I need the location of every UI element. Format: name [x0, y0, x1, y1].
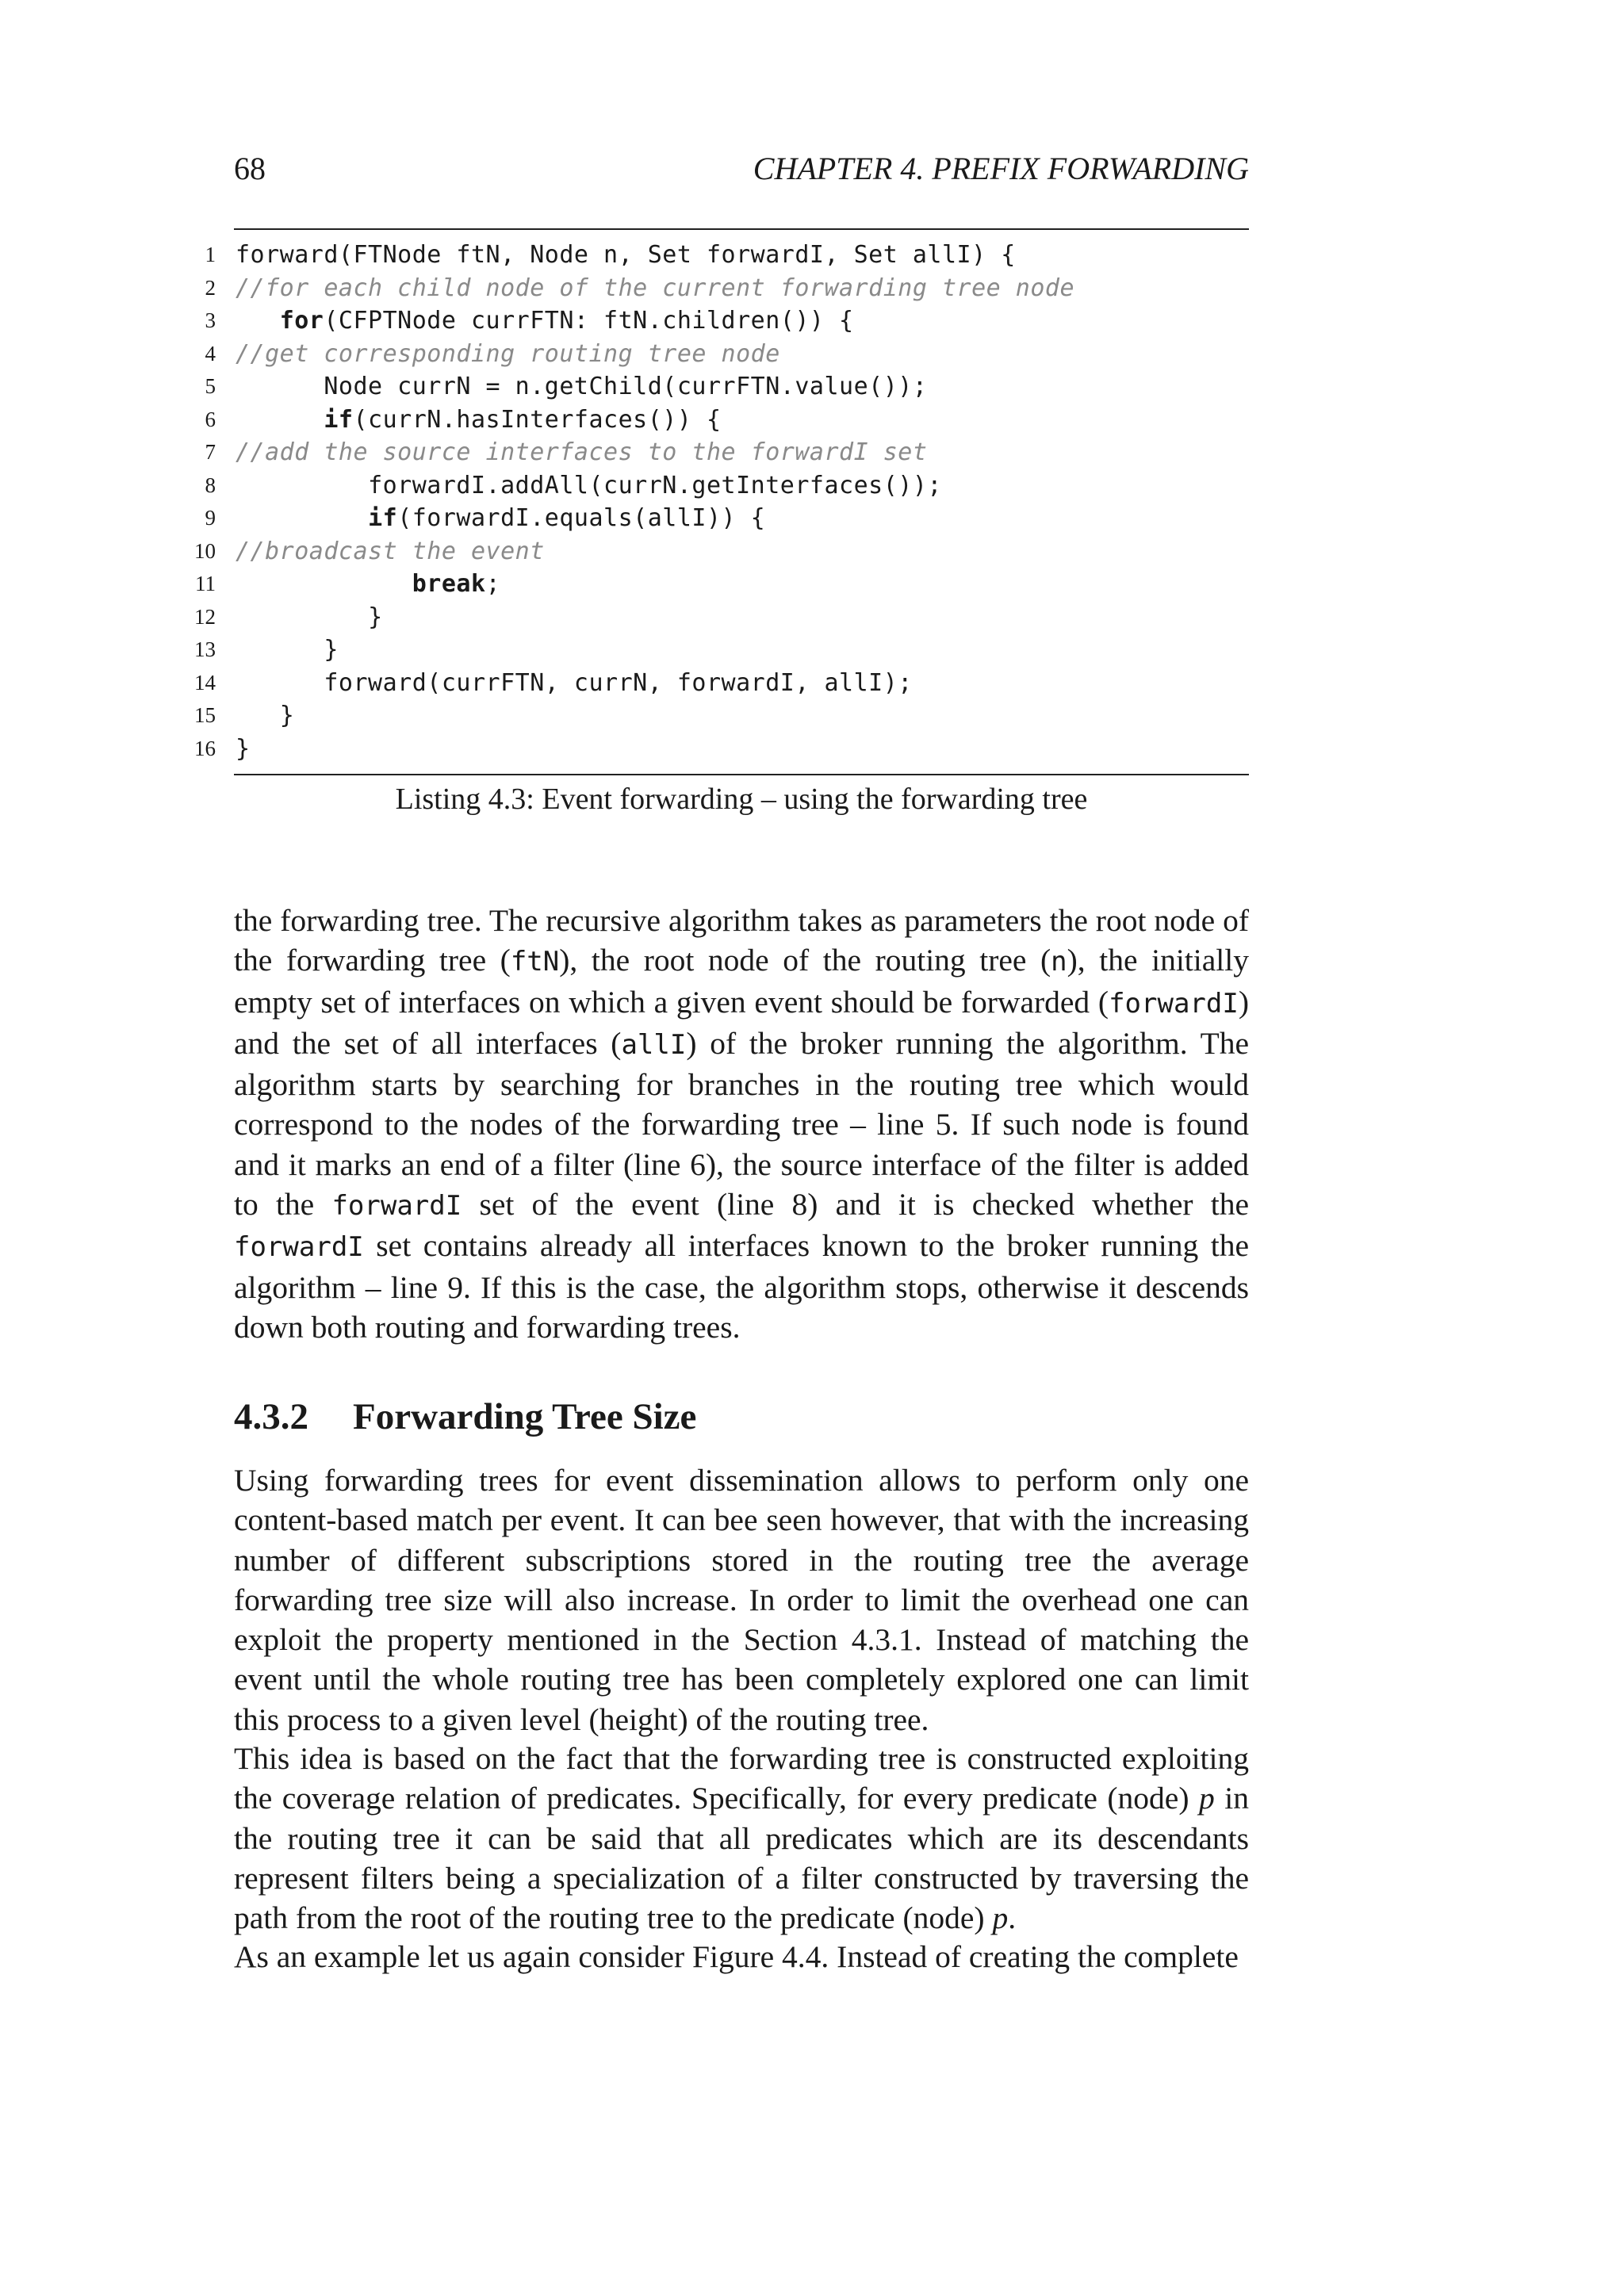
listing-top-rule	[234, 228, 1249, 230]
code-line	[0, 272, 1269, 305]
line-number: 4	[205, 341, 216, 365]
code-statement: }	[236, 734, 251, 763]
line-number: 10	[194, 538, 216, 563]
code-line	[0, 667, 1269, 700]
line-number: 16	[194, 736, 216, 760]
section-number: 4.3.2	[234, 1396, 308, 1437]
code-statement: break;	[412, 570, 501, 598]
line-number: 9	[205, 506, 216, 530]
inline-code: n	[1051, 946, 1067, 978]
section-title: Forwarding Tree Size	[353, 1396, 697, 1437]
code-line	[0, 535, 1269, 568]
line-number: 11	[195, 572, 216, 595]
line-number: 12	[194, 604, 216, 629]
code-comment: //broadcast the event	[236, 537, 545, 565]
line-number: 15	[194, 703, 216, 727]
code-statement: for(CFPTNode currFTN: ftN.children()) {	[279, 307, 854, 335]
body-paragraph: Using forwarding trees for event dissemination allows to perform only one content-based match per event. It can bee seen however, that with the increasing number of different subscriptions stored in the routing tree the average forwarding tree size will also increase. In order to limit the overhead one can exploit the property mentioned in the Section 4.3.1. Instead of matching the event until the whole routing tree has been completely explored one can limit this process to a given level (height) of the routing tree.	[234, 1463, 1249, 1737]
running-header	[234, 145, 1249, 193]
line-number: 2	[205, 275, 216, 300]
inline-code: ftN	[510, 946, 560, 978]
code-keyword: if	[324, 405, 354, 434]
code-line	[0, 370, 1269, 404]
code-statement: Node currN = n.getChild(currFTN.value());	[324, 373, 928, 400]
code-line	[0, 338, 1269, 371]
inline-code: forwardI	[234, 1231, 364, 1264]
code-statement: if(forwardI.equals(allI)) {	[368, 504, 766, 532]
chapter-title: CHAPTER 4. PREFIX FORWARDING	[753, 151, 1249, 186]
code-comment: //add the source interfaces to the forwardI set	[236, 438, 928, 466]
code-line	[0, 568, 1269, 601]
line-number: 7	[205, 440, 216, 464]
code-listing	[0, 239, 1269, 765]
listing-bottom-rule	[234, 774, 1249, 775]
body-paragraph: This idea is based on the fact that the forwarding tree is constructed exploiting the coverage relation of predicates. Specifically, for every predicate (node) p in the routing tree it can be said that all predicates which are its descendants represent filters being a specialization of a filter constructed by traversing the path from the root of the routing tree to the predicate (node) p.	[234, 1741, 1249, 1936]
code-line	[0, 699, 1269, 733]
inline-code: forwardI	[331, 1190, 462, 1223]
code-statement: }	[324, 636, 339, 664]
code-line	[0, 502, 1269, 535]
code-line	[0, 469, 1269, 503]
inline-code: allI	[621, 1028, 687, 1061]
code-statement: forward(FTNode ftN, Node n, Set forwardI, Set allI) {	[236, 241, 1016, 269]
line-number: 6	[205, 407, 216, 431]
code-keyword: if	[368, 504, 398, 532]
line-number: 8	[205, 473, 216, 497]
code-statement: forwardI.addAll(currN.getInterfaces());	[368, 471, 942, 499]
code-statement: }	[368, 603, 383, 631]
code-line	[0, 239, 1269, 272]
code-comment: //for each child node of the current forwarding tree node	[236, 274, 1075, 302]
code-line	[0, 404, 1269, 437]
page-number: 68	[234, 151, 266, 186]
code-line	[0, 436, 1269, 469]
code-statement: forward(currFTN, currN, forwardI, allI);	[324, 668, 913, 697]
code-comment: //get corresponding routing tree node	[236, 339, 780, 368]
line-number: 5	[205, 374, 216, 398]
code-statement: }	[279, 702, 295, 729]
code-line	[0, 304, 1269, 338]
body-paragraph: the forwarding tree. The recursive algorithm takes as parameters the root node of the forwarding tree (ftN), the root node of the routing tree (n), the initially empty set of interfaces on which a given event should be forwarded (forwardI) and the set of all interfaces (allI) of the broker running the algorithm. The algorithm starts by searching for branches in the routing tree which would correspond to the nodes of the forwarding tree – line 5. If such node is found and it marks an end of a filter (line 6), the source interface of the filter is added to the forwardI set of the event (line 8) and it is checked whether the forwardI set contains already all interfaces known to the broker running the algorithm – line 9. If this is the case, the algorithm stops, otherwise it descends down both routing and forwarding trees.	[234, 903, 1250, 1345]
code-keyword: break	[412, 570, 486, 598]
line-number: 3	[205, 308, 216, 332]
line-number: 13	[194, 637, 216, 661]
code-line	[0, 733, 1269, 766]
section-heading	[234, 1389, 1249, 1445]
code-keyword: for	[279, 307, 324, 335]
code-line	[0, 633, 1269, 667]
listing-caption: Listing 4.3: Event forwarding – using the forwarding tree	[395, 783, 1088, 816]
line-number: 1	[205, 243, 216, 266]
code-line	[0, 601, 1269, 634]
inline-code: forwardI	[1109, 987, 1239, 1020]
math-variable: p	[1199, 1781, 1215, 1816]
code-statement: if(currN.hasInterfaces()) {	[324, 405, 722, 434]
body-paragraph: As an example let us again consider Figure 4.4. Instead of creating the complete	[234, 1939, 1239, 1974]
line-number: 14	[194, 670, 216, 695]
math-variable: p	[992, 1900, 1009, 1936]
